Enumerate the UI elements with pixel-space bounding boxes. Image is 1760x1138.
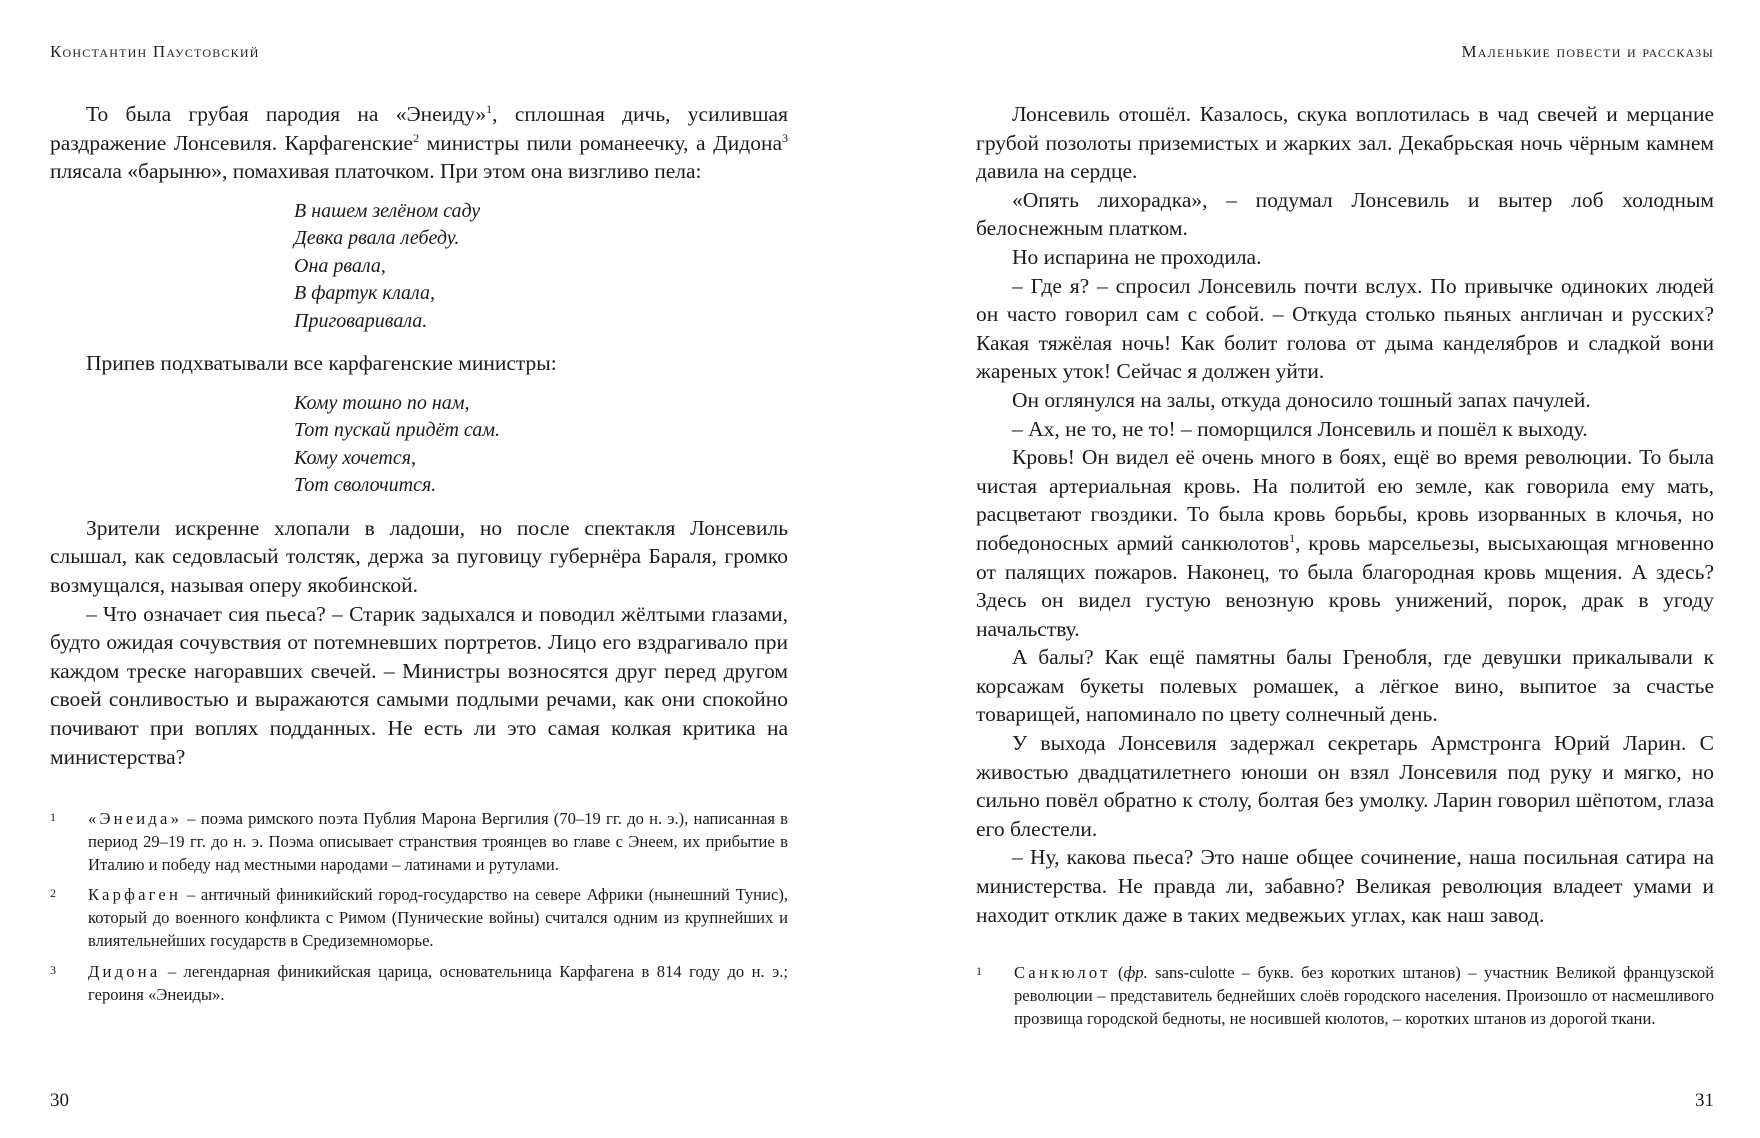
verse-block: [294, 390, 788, 500]
footnote-text: – античный финикийский город-государство на севере Африки (нынешний Тунис), который до военного конфликта с Римом (Пунические войны) считался одним из крупнейших и влиятельнейших государств в Средиземноморье.: [88, 885, 788, 950]
footnotes-right: [976, 962, 1714, 1038]
paragraph: – Ах, не то, не то! – поморщился Лонсевиль и пошёл к выходу.: [1012, 416, 1588, 441]
footnote-ref[interactable]: 3: [782, 130, 788, 145]
paragraph: Но испарина не проходила.: [1012, 244, 1262, 269]
paragraph: Припев подхватывали все карфагенские министры:: [86, 351, 557, 376]
footnote-term: Дидона: [88, 961, 161, 981]
right-page: [976, 0, 1714, 1138]
footnote-number: 2: [50, 886, 56, 901]
footnote-text: – поэма римского поэта Публия Марона Вергилия (70–19 гг. до н. э.), написанная в период 29–19 гг. до н. э. Поэма описывает странствия троянцев во главе с Энеем, их прибытие в Италию и победу над местными народами – латинами и рутулами.: [88, 809, 788, 874]
verse-line: В фартук клала,: [294, 282, 436, 305]
verse-line: Девка рвала лебеду.: [294, 227, 460, 250]
left-body-text: [50, 100, 788, 771]
left-page: [50, 0, 788, 1138]
footnote: 1 Санкюлот (фр. sans-culotte – букв. без коротких штанов) – участник Великой французской революции – представитель беднейших слоёв городского населения. Произошло от насмешливого прозвища городской бедноты, не носившей кюлотов, – коротких штанов из дорогой ткани.: [976, 962, 1714, 1030]
running-head-author: Константин Паустовский: [50, 42, 260, 61]
verse-line: Кому хочется,: [294, 446, 417, 469]
footnote-term: Санкюлот: [1014, 963, 1111, 982]
footnote: [50, 884, 788, 952]
paragraph: Он оглянулся на залы, откуда доносило тошный запах пачулей.: [1012, 387, 1591, 412]
footnote: [50, 808, 788, 876]
verse-line: Кому тошно по нам,: [294, 391, 470, 414]
paragraph: «Опять лихорадка», – подумал Лонсевиль и вытер лоб холодным белоснежным платком.: [976, 187, 1714, 241]
text-run: , сплошная дичь, усилившая раздражение Лонсевиля. Карфагенские: [50, 102, 788, 155]
right-body-text: [976, 100, 1714, 929]
footnote-ref[interactable]: 1: [1289, 530, 1296, 545]
footnote-term: Карфаген: [88, 885, 182, 905]
verse-line: Приговаривала.: [294, 309, 428, 332]
paragraph: – Что означает сия пьеса? – Старик задыхался и поводил жёлтыми глазами, будто ожидая сочувствия от потемневших портретов. Лицо его вздрагивало при каждом треске нагоравших свечей. – Министры возносятся друг перед другом своей сонливостью и выражаются самыми подлыми речами, как они спокойно почивают при воплях подданных. Не есть ли это самая колкая критика на министерства?: [50, 601, 788, 769]
footnote-number: 1: [50, 810, 56, 824]
verse-line: Она рвала,: [294, 254, 386, 277]
footnote-abbr: фр.: [1123, 963, 1148, 982]
footnote-ref[interactable]: 2: [413, 130, 420, 145]
text-run: плясала «барыню», помахивая платочком. При этом она визгливо пела:: [50, 159, 702, 184]
verse-line: В нашем зелёном саду: [294, 199, 481, 222]
paragraph: А балы? Как ещё памятны балы Гренобля, где девушки прикалывали к корсажам букеты полевых ромашек, а лёгкое вино, выпитое за счастье товарищей, напоминало по цвету солнечный день.: [976, 645, 1714, 727]
footnote-text: – легендарная финикийская царица, основательница Карфагена в 814 году до н. э.; героиня «Энеиды».: [88, 961, 788, 1004]
footnote: [50, 961, 788, 1007]
page-number: 30: [50, 1090, 69, 1111]
footnote-text: sans-culotte – букв. без коротких штанов) – участник Великой французской революции – представитель беднейших слоёв городского населения. Произошло от насмешливого прозвища городской бедноты, не носившей кюлотов, – коротких штанов из дорогой ткани.: [1014, 963, 1714, 1028]
page-number: 31: [1695, 1090, 1714, 1111]
paragraph: [50, 100, 788, 186]
paragraph: Зрители искренне хлопали в ладоши, но после спектакля Лонсевиль слышал, как седовласый толстяк, держа за пуговицу губернёра Бараля, громко возмущался, называя оперу якобинской.: [50, 515, 788, 598]
text-run: Кровь! Он видел её очень много в боях, ещё во время революции. То была чистая артериальная кровь. На политой ею земле, как говорила ему мать, расцветают гвоздики. То была кровь борьбы, кровь изорванных в клочья, но победоносных армий санкюлотов: [976, 445, 1714, 555]
paragraph: У выхода Лонсевиля задержал секретарь Армстронга Юрий Ларин. С живостью двадцатилетнего юноши он взял Лонсевиля под руку и мягко, но сильно повёл обратно к столу, болтая без умолку. Ларин говорил шёпотом, глаза его блестели.: [976, 731, 1714, 841]
footnote-number: 1: [976, 964, 982, 978]
footnotes-left: [50, 808, 788, 1014]
footnote-term: «Энеида»: [88, 809, 183, 828]
footnote-number: 3: [50, 962, 56, 977]
paragraph: – Ну, какова пьеса? Это наше общее сочинение, наша посильная сатира на министерства. Не правда ли, забавно? Великая революция владеет умами и находит отклик даже в таких медвежьих углах, как наш завод.: [976, 845, 1714, 927]
footnote-ref[interactable]: 1: [486, 101, 493, 116]
verse-block: [294, 198, 788, 336]
paragraph: [976, 443, 1714, 643]
paragraph: – Где я? – спросил Лонсевиль почти вслух. По привычке одиноких людей он часто говорил сам с собой. – Откуда столько пьяных англичан и русских? Какая тяжёлая ночь! Как болит голова от дыма канделябров и сладкой вони жареных уток! Сейчас я должен уйти.: [976, 273, 1714, 384]
running-head-title: Маленькие повести и рассказы: [1461, 42, 1714, 61]
verse-line: Тот сволочится.: [294, 474, 437, 497]
paragraph: Лонсевиль отошёл. Казалось, скука воплотилась в чад свечей и мерцание грубой позолоты приземистых и жарких зал. Декабрьская ночь чёрным камнем давила на сердце.: [976, 102, 1714, 184]
text-run: министры пили романеечку, а Дидона: [419, 130, 782, 155]
text-run: То была грубая пародия на «Энеиду»: [86, 102, 487, 126]
verse-line: Тот пускай придёт сам.: [294, 419, 501, 442]
text-run: , кровь марсельезы, высыхающая мгновенно от палящих пожаров. Наконец, то была благородная кровь мщения. А здесь? Здесь он видел густую венозную кровь унижений, порок, драк в угоду начальству.: [976, 530, 1715, 641]
